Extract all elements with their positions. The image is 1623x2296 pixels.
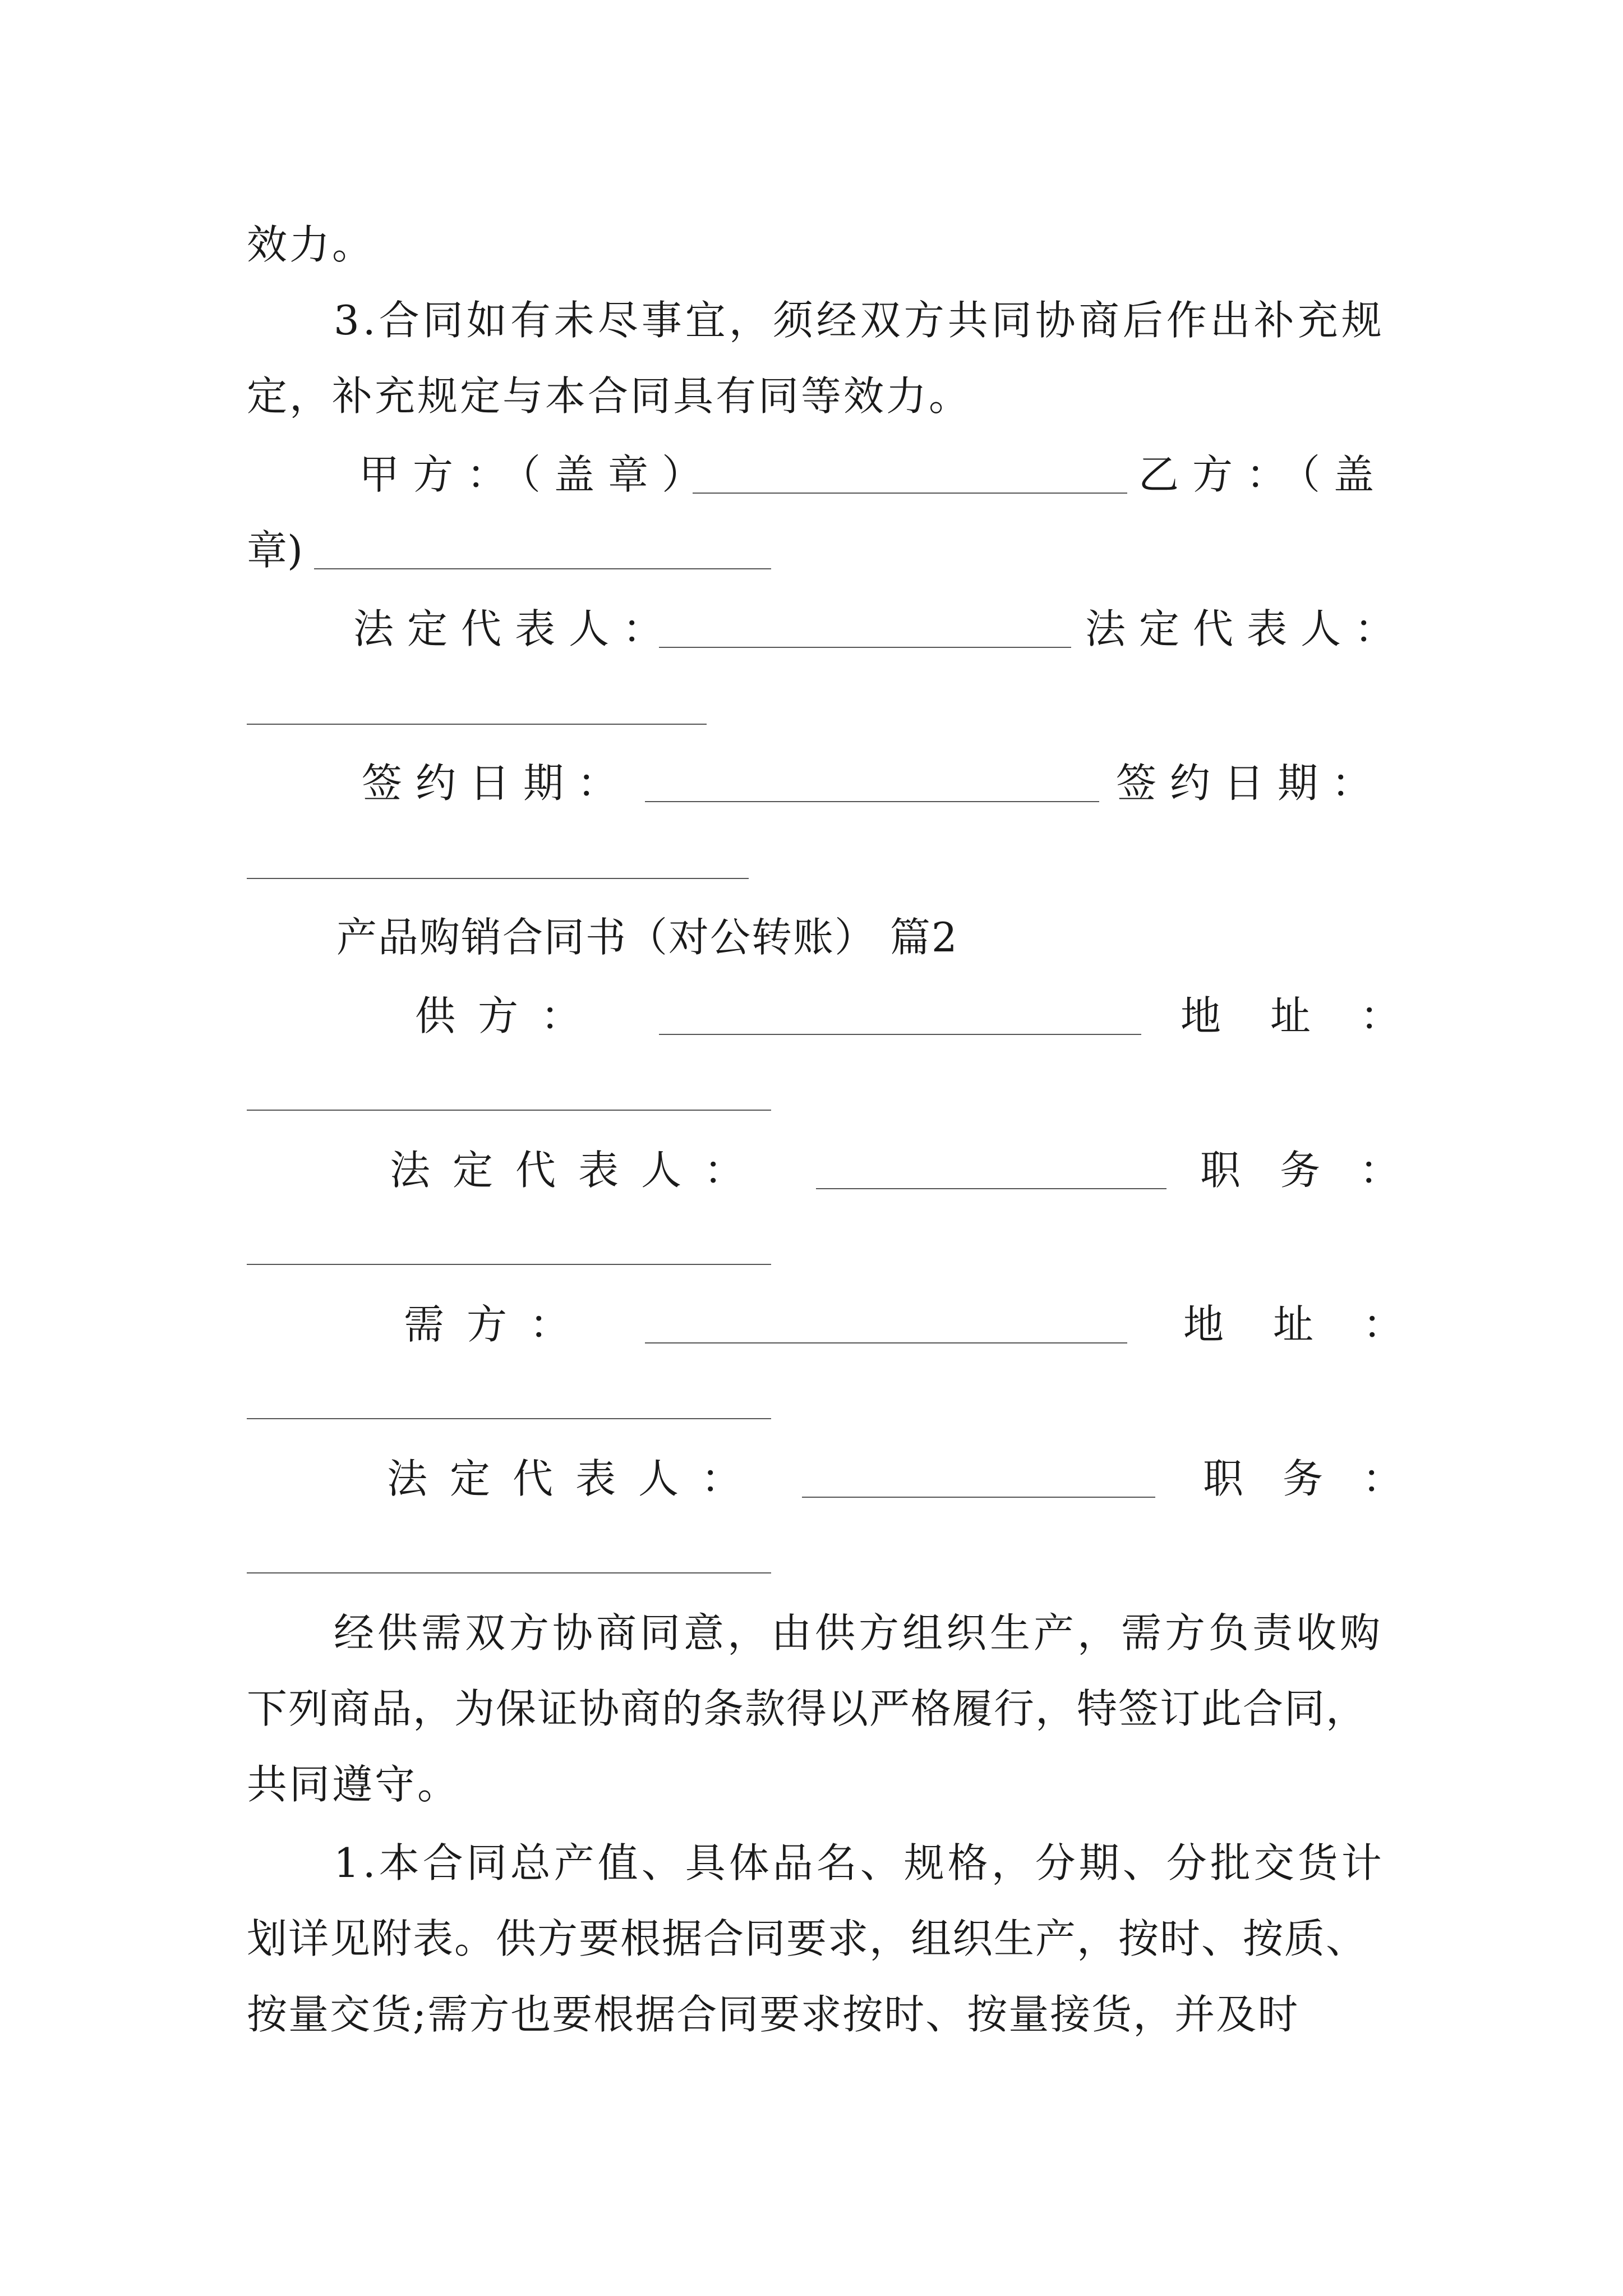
agreement-line-2: 下列商品，为保证协商的条款得以严格履行，特签订此合同， — [247, 1685, 1368, 1732]
clause-3-line-2: 定，补充规定与本合同具有同等效力。 — [247, 372, 972, 420]
party-a-legal-rep-blank[interactable] — [659, 647, 1071, 648]
party-b-seal-label: 乙方：（盖 — [1138, 451, 1388, 498]
supplier-address-blank[interactable] — [247, 1110, 771, 1111]
agreement-line-1: 经供需双方协商同意，由供方组织生产，需方负责收购 — [334, 1609, 1384, 1657]
buyer-legal-rep-blank[interactable] — [802, 1497, 1155, 1498]
party-b-seal-label-cont: 章) — [247, 527, 303, 574]
party-a-sign-date-blank[interactable] — [645, 801, 1099, 802]
party-a-seal-blank[interactable] — [693, 493, 1127, 494]
party-a-seal-label: 甲方：（盖章） — [359, 451, 716, 498]
party-b-seal-blank[interactable] — [314, 568, 771, 569]
supplier-position-blank[interactable] — [247, 1264, 771, 1265]
party-a-sign-date-label: 签约日期： — [362, 760, 631, 807]
supplier-blank[interactable] — [659, 1034, 1141, 1035]
supplier-label: 供方： — [415, 992, 604, 1039]
party-b-legal-rep-blank[interactable] — [247, 724, 707, 725]
text-line: 效力。 — [247, 221, 375, 268]
supplier-position-label: 职务： — [1200, 1147, 1440, 1194]
party-b-sign-date-blank[interactable] — [247, 878, 749, 879]
agreement-line-3: 共同遵守。 — [247, 1761, 460, 1808]
buyer-address-label: 地址： — [1183, 1301, 1453, 1348]
supplier-legal-rep-blank[interactable] — [816, 1188, 1166, 1189]
party-b-legal-rep-label: 法定代表人： — [1085, 605, 1409, 652]
buyer-position-blank[interactable] — [247, 1572, 771, 1573]
clause-1-line-1: 1.本合同总产值、具体品名、规格，分期、分批交货计 — [334, 1839, 1385, 1887]
buyer-position-label: 职务： — [1203, 1455, 1442, 1502]
party-a-legal-rep-label: 法定代表人： — [353, 605, 677, 652]
buyer-blank[interactable] — [645, 1342, 1127, 1343]
buyer-label: 需方： — [404, 1301, 593, 1348]
buyer-address-blank[interactable] — [247, 1418, 771, 1419]
section-heading: 产品购销合同书（对公转账） 篇2 — [336, 914, 958, 961]
buyer-legal-rep-label: 法定代表人： — [387, 1455, 764, 1502]
party-b-sign-date-label: 签约日期： — [1116, 760, 1386, 807]
supplier-legal-rep-label: 法定代表人： — [390, 1147, 767, 1194]
clause-3-line-1: 3.合同如有未尽事宜，须经双方共同协商后作出补充规 — [334, 297, 1385, 344]
clause-1-line-2: 划详见附表。供方要根据合同要求，组织生产，按时、按质、 — [247, 1915, 1368, 1962]
clause-1-line-3: 按量交货;需方也要根据合同要求按时、按量接货，并及时 — [247, 1991, 1299, 2038]
supplier-address-label: 地址： — [1181, 992, 1450, 1039]
